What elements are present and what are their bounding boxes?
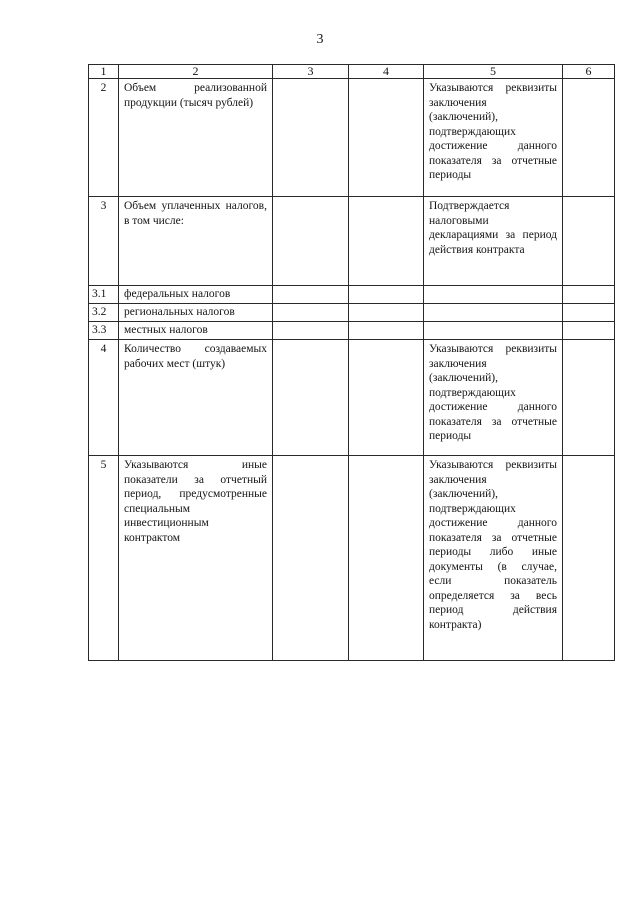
table-row: [89, 197, 615, 286]
indicator-name: региональных налогов: [119, 304, 273, 322]
value-cell: [273, 286, 349, 304]
value-cell: [273, 456, 349, 661]
confirmation-cell: Указываются реквизиты заключения (заключений), подтверждающих достижение данного показателя за отчетные периоды либо иные документы (в случае, если показатель определяется за весь период действия контракта): [424, 456, 563, 661]
table-row: [89, 79, 615, 197]
indicators-table: [88, 64, 615, 661]
indicator-name: Объем реализованной продукции (тысяч рублей): [119, 79, 273, 197]
table-row: [89, 286, 615, 304]
table-row: [89, 322, 615, 340]
header-cell: 4: [349, 65, 424, 79]
row-number: 3.3: [89, 322, 119, 340]
table-row: [89, 340, 615, 456]
value-cell: [563, 322, 615, 340]
value-cell: [563, 304, 615, 322]
row-number: 5: [89, 456, 119, 661]
indicator-name: Количество создаваемых рабочих мест (штук): [119, 340, 273, 456]
table-row: [89, 456, 615, 661]
value-cell: [273, 340, 349, 456]
value-cell: [349, 340, 424, 456]
value-cell: [563, 197, 615, 286]
value-cell: [563, 286, 615, 304]
header-cell: 5: [424, 65, 563, 79]
confirmation-cell: [424, 304, 563, 322]
value-cell: [273, 322, 349, 340]
header-cell: 1: [89, 65, 119, 79]
confirmation-cell: [424, 286, 563, 304]
confirmation-cell: Подтверждается налоговыми декларациями за период действия контракта: [424, 197, 563, 286]
header-cell: 6: [563, 65, 615, 79]
value-cell: [349, 197, 424, 286]
confirmation-cell: Указываются реквизиты заключения (заключений), подтверждающих достижение данного показателя за отчетные периоды: [424, 340, 563, 456]
row-number: 3.2: [89, 304, 119, 322]
value-cell: [563, 340, 615, 456]
value-cell: [349, 456, 424, 661]
value-cell: [349, 322, 424, 340]
confirmation-cell: Указываются реквизиты заключения (заключений), подтверждающих достижение данного показателя за отчетные периоды: [424, 79, 563, 197]
indicator-name: Объем уплаченных налогов, в том числе:: [119, 197, 273, 286]
value-cell: [349, 79, 424, 197]
indicator-name: федеральных налогов: [119, 286, 273, 304]
value-cell: [349, 304, 424, 322]
confirmation-cell: [424, 322, 563, 340]
value-cell: [563, 456, 615, 661]
header-cell: 3: [273, 65, 349, 79]
row-number: 3.1: [89, 286, 119, 304]
header-cell: 2: [119, 65, 273, 79]
table-header-row: [89, 65, 615, 79]
row-number: 2: [89, 79, 119, 197]
page-number: 3: [316, 32, 324, 47]
value-cell: [563, 79, 615, 197]
indicator-name: местных налогов: [119, 322, 273, 340]
table-row: [89, 304, 615, 322]
value-cell: [273, 197, 349, 286]
value-cell: [273, 79, 349, 197]
indicator-name: Указываются иные показатели за отчетный период, предусмотренные специальным инвестиционным контрактом: [119, 456, 273, 661]
value-cell: [273, 304, 349, 322]
row-number: 3: [89, 197, 119, 286]
row-number: 4: [89, 340, 119, 456]
value-cell: [349, 286, 424, 304]
